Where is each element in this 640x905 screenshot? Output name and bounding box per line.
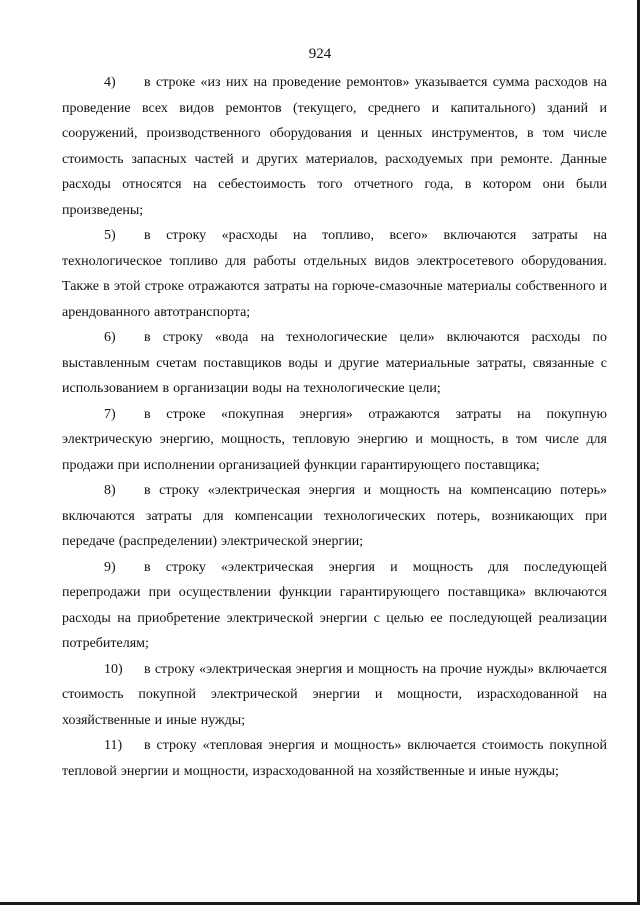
item-text: в строке «покупная энергия» отражаются затраты на покупную электрическую энергию, мощность, тепловую энергию и мощность, в том числе для продажи при исполнении организацией функции гарантирующего поставщика; <box>62 406 607 473</box>
page-number: 924 <box>308 46 332 62</box>
paragraph-item-8 <box>62 478 607 555</box>
paragraph-item-11 <box>62 733 607 784</box>
paragraph-item-7 <box>62 402 607 479</box>
item-number: 5) <box>104 228 116 243</box>
item-text: в строку «электрическая энергия и мощность на прочие нужды» включается стоимость покупной электрической энергии и мощности, израсходованной на хозяйственные и иные нужды; <box>62 661 607 728</box>
item-text: в строку «вода на технологические цели» включаются расходы по выставленным счетам поставщиков воды и другие материальные затраты, связанные с использованием в организации воды на технологические цели; <box>62 330 607 396</box>
item-text: в строку «тепловая энергия и мощность» включается стоимость покупной тепловой энергии и мощности, израсходованной на хозяйственные и иные нужды; <box>62 738 607 779</box>
item-number: 4) <box>104 75 116 90</box>
item-number: 10) <box>104 661 123 677</box>
item-number: 11) <box>104 738 123 753</box>
item-number: 9) <box>104 559 116 575</box>
item-text: в строку «расходы на топливо, всего» включаются затраты на технологическое топливо для работы отдельных видов электросетевого оборудования. Также в этой строке отражаются затраты на горюче-смазочные материалы собственного и арендованного автотранспорта; <box>62 228 607 320</box>
paragraph-item-6 <box>62 325 607 402</box>
paragraph-item-9 <box>62 555 607 657</box>
item-number: 8) <box>104 483 116 498</box>
document-body <box>62 70 607 784</box>
item-text: в строке «из них на проведение ремонтов» указывается сумма расходов на проведение всех видов ремонтов (текущего, среднего и капитального) зданий и сооружений, производственного оборудования и ценных инструментов, в том числе стоимость запасных частей и других материалов, расходуемых при ремонте. Данные расходы относятся на себестоимость того отчетного года, в котором они были произведены; <box>62 75 607 218</box>
item-text: в строку «электрическая энергия и мощность для последующей перепродажи при осуществлении функции гарантирующего поставщика» включаются расходы на приобретение электрической энергии с целью ее последующей реализации потребителям; <box>62 559 607 651</box>
paragraph-item-10 <box>62 657 607 734</box>
paragraph-item-4 <box>62 70 607 223</box>
item-text: в строку «электрическая энергия и мощность на компенсацию потерь» включаются затраты для компенсации технологических потерь, возникающих при передаче (распределении) электрической энергии; <box>62 483 607 549</box>
paragraph-item-5 <box>62 223 607 325</box>
item-number: 7) <box>104 406 116 422</box>
item-number: 6) <box>104 330 116 345</box>
